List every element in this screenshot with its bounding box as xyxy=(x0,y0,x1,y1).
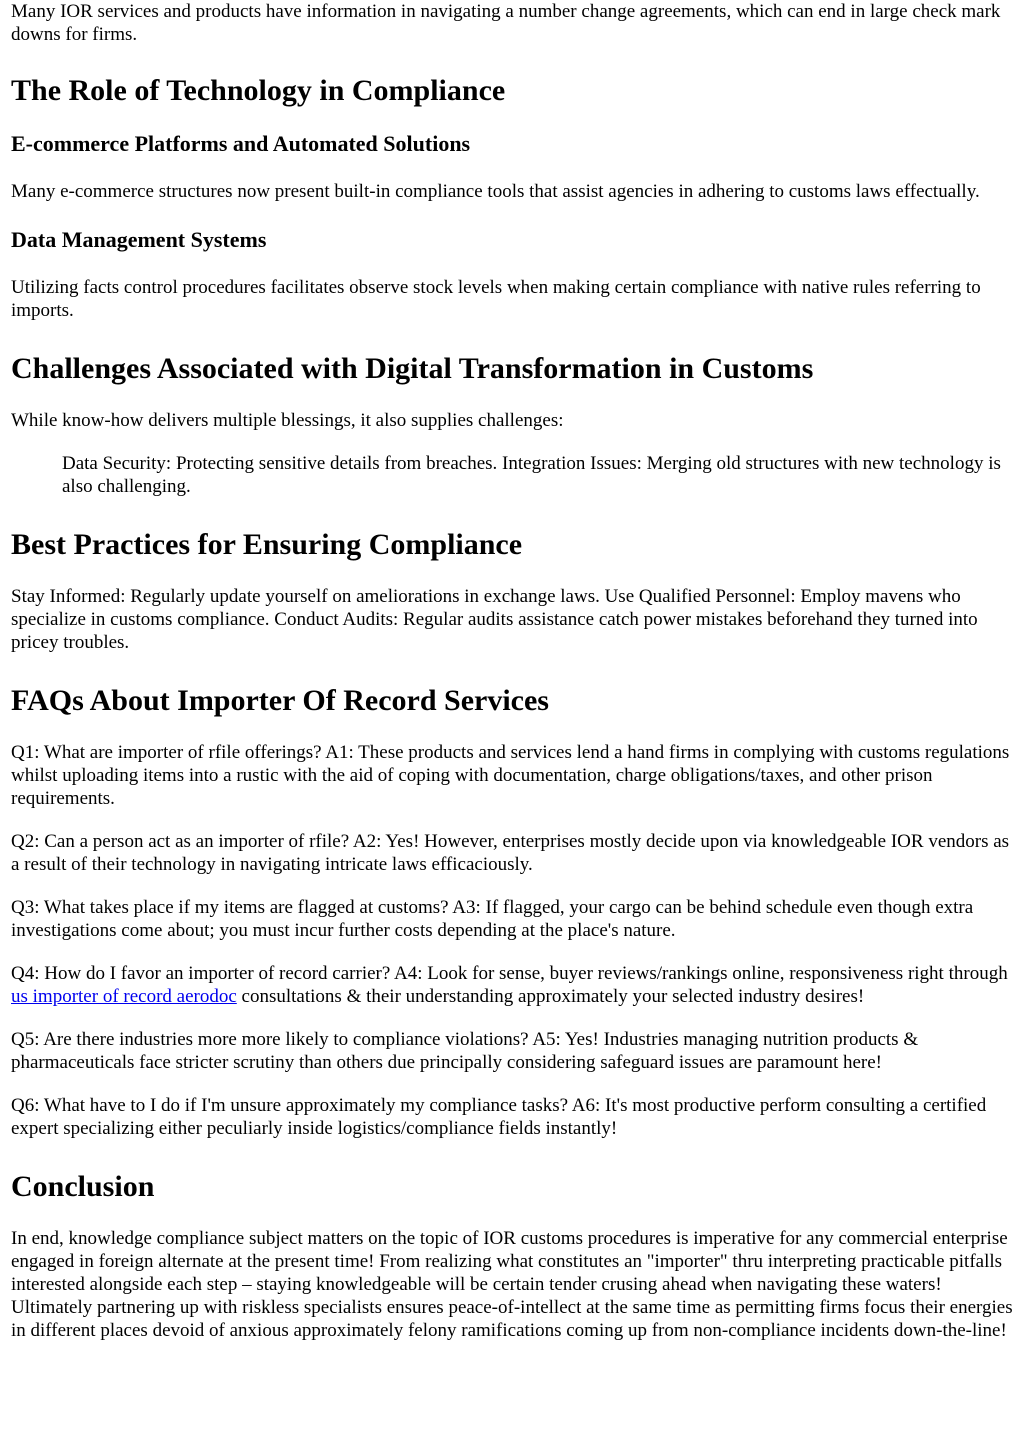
faq-q4-text-before: Q4: How do I favor an importer of record carrier? A4: Look for sense, buyer reviews/rankings online, responsiveness right through xyxy=(11,963,1008,984)
faq-q5: Q5: Are there industries more more likely to compliance violations? A5: Yes! Industries managing nutrition products & pharmaceuticals face stricter scrutiny than others due principally considering safeguard issues are paramount here! xyxy=(11,1029,919,1073)
heading-data-management: Data Management Systems xyxy=(11,227,267,252)
faq-q1: Q1: What are importer of rfile offerings? A1: These products and services lend a hand firms in complying with customs regulations whilst uploading items into a rustic with the aid of coping with documentation, charge obligations/taxes, and other prison requirements. xyxy=(11,742,1010,809)
faq-q3: Q3: What takes place if my items are flagged at customs? A3: If flagged, your cargo can be behind schedule even though extra investigations come about; you must incur further costs depending at the place's nature. xyxy=(11,897,974,941)
importer-of-record-link[interactable]: us importer of record aerodoc xyxy=(11,986,237,1007)
heading-ecommerce-platforms: E-commerce Platforms and Automated Solutions xyxy=(11,131,471,156)
ecommerce-paragraph: Many e-commerce structures now present built-in compliance tools that assist agencies in adhering to customs laws effectually. xyxy=(11,181,980,202)
data-management-paragraph: Utilizing facts control procedures facilitates observe stock levels when making certain compliance with native rules referring to imports. xyxy=(11,277,981,321)
challenges-blockquote: Data Security: Protecting sensitive details from breaches. Integration Issues: Merging old structures with new technology is also challenging. xyxy=(62,453,1001,497)
heading-best-practices: Best Practices for Ensuring Compliance xyxy=(11,528,523,561)
challenges-intro-paragraph: While know-how delivers multiple blessings, it also supplies challenges: xyxy=(11,410,564,431)
heading-challenges: Challenges Associated with Digital Transformation in Customs xyxy=(11,352,814,385)
heading-role-of-technology: The Role of Technology in Compliance xyxy=(11,74,506,107)
faq-q2: Q2: Can a person act as an importer of rfile? A2: Yes! However, enterprises mostly decide upon via knowledgeable IOR vendors as a result of their technology in navigating intricate laws efficaciously. xyxy=(11,831,1010,875)
intro-paragraph: Many IOR services and products have information in navigating a number change agreements, which can end in large check mark downs for firms. xyxy=(11,1,1001,45)
faq-q6: Q6: What have to I do if I'm unsure approximately my compliance tasks? A6: It's most productive perform consulting a certified expert specializing either peculiarly inside logistics/compliance fields instantly! xyxy=(11,1095,987,1139)
conclusion-paragraph: In end, knowledge compliance subject matters on the topic of IOR customs procedures is imperative for any commercial enterprise engaged in foreign alternate at the present time! From realizing what constitutes an "importer" thru interpreting practicable pitfalls interested alongside each step – staying knowledgeable will be certain tender crusing ahead when navigating these waters! Ultimately partnering up with riskless specialists ensures peace-of-intellect at the same time as permitting firms focus their energies in different places devoid of anxious approximately felony ramifications coming up from non-compliance incidents down-the-line! xyxy=(11,1228,1013,1341)
faq-q4 xyxy=(11,962,1013,1008)
best-practices-paragraph: Stay Informed: Regularly update yourself on ameliorations in exchange laws. Use Qualified Personnel: Employ mavens who specialize in customs compliance. Conduct Audits: Regular audits assistance catch power mistakes beforehand they turned into pricey troubles. xyxy=(11,586,978,653)
faq-q4-text-after: consultations & their understanding approximately your selected industry desires! xyxy=(236,986,865,1007)
heading-conclusion: Conclusion xyxy=(11,1170,155,1203)
heading-faqs: FAQs About Importer Of Record Services xyxy=(11,684,549,717)
